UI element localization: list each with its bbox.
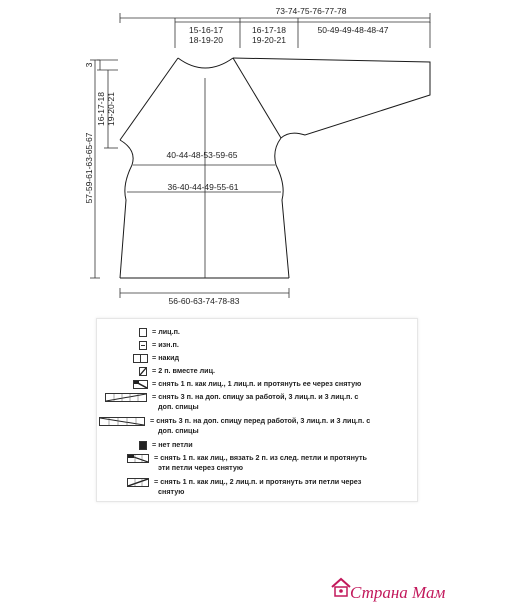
segment-dimension xyxy=(175,18,430,48)
sk2p-symbol-icon xyxy=(127,454,149,463)
raglan-depth-label-2: 19-20-21 xyxy=(106,91,116,127)
hem-dimension xyxy=(120,288,289,306)
small-vertical-label: 3 xyxy=(84,62,94,68)
watermark-text: Страна Мам xyxy=(350,583,446,602)
cable-front-symbol-icon xyxy=(99,417,145,426)
total-width-label: 73-74-75-76-77-78 xyxy=(275,6,347,16)
total-width-dimension xyxy=(120,6,430,23)
shoulder-width-label-2: 19-20-21 xyxy=(251,35,287,45)
sleeve-width-label: 50-49-49-48-48-47 xyxy=(317,25,389,35)
neck-width-label-1: 15-16-17 xyxy=(188,25,224,35)
waist-dimension xyxy=(127,182,281,192)
skpo-symbol-icon xyxy=(133,380,148,389)
garment-outline xyxy=(120,58,430,278)
hem-label: 56-60-63-74-78-83 xyxy=(168,296,240,306)
knit-symbol-icon xyxy=(139,328,147,337)
k2tog-symbol-icon xyxy=(139,367,147,376)
vertical-dimensions xyxy=(84,60,118,278)
bust-label: 40-44-48-53-59-65 xyxy=(166,150,238,160)
bust-dimension xyxy=(133,150,275,165)
purl-symbol-icon xyxy=(139,341,147,350)
yarn-over-symbol-icon xyxy=(133,354,148,363)
stitch-legend: = лиц.п. = изн.п. = накид = 2 п. вместе лиц. = снять 1 п. как лиц., 1 лиц.п. и протянуть ее через снятую = снять 3 п. на доп. спицу за работой, 3 лиц.п. и 3 лиц.п. с доп. спицы = снять 3 п. на доп. спицу перед работой, 3 лиц.п. и 3 лиц.п. с доп. спицы = нет петли = снять 1 п. как лиц., вязать 2 п. из след. петли и протянуть эти петли через снятую = снять 1 п. как лиц., 2 лиц.п. и протянуть эти петли через снятую xyxy=(96,318,418,502)
raglan-depth-label-1: 16-17-18 xyxy=(96,91,106,127)
waist-label: 36-40-44-49-55-61 xyxy=(167,182,239,192)
watermark-house-icon xyxy=(330,576,352,598)
total-length-label: 57-59-61-63-65-67 xyxy=(84,132,94,204)
cable-back-symbol-icon xyxy=(105,393,147,402)
neck-width-label-2: 18-19-20 xyxy=(188,35,224,45)
sk2po-symbol-icon xyxy=(127,478,149,487)
no-stitch-symbol-icon xyxy=(139,441,147,450)
shoulder-width-label-1: 16-17-18 xyxy=(251,25,287,35)
